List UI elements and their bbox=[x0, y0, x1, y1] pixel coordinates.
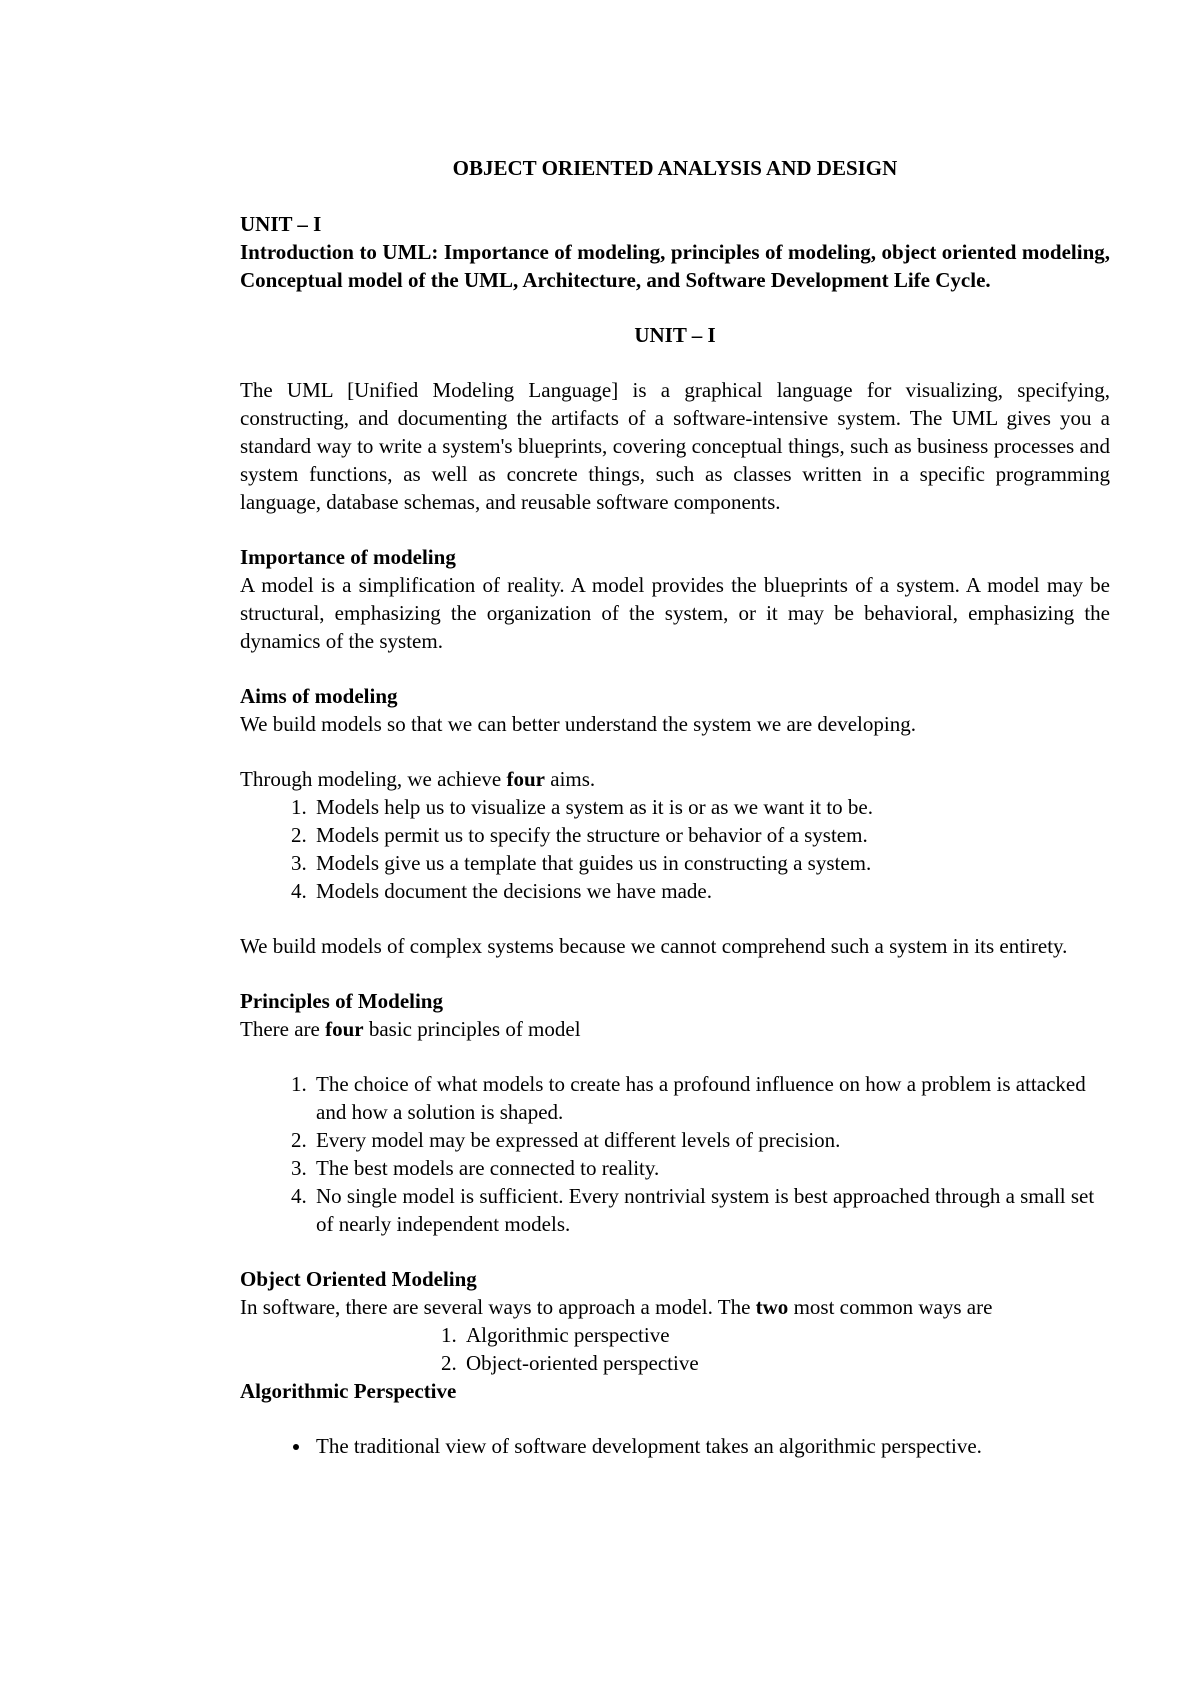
aims-lead-text: Through modeling, we achieve bbox=[240, 767, 507, 791]
oom-heading: Object Oriented Modeling bbox=[240, 1267, 477, 1291]
principles-lead-text: There are bbox=[240, 1017, 326, 1041]
spacer bbox=[240, 1043, 1110, 1070]
oom-lead-text: In software, there are several ways to approach a model. The bbox=[240, 1295, 756, 1319]
perspectives-list bbox=[240, 1321, 1110, 1377]
aims-lead-emphasis: four bbox=[506, 767, 545, 791]
oom-lead-emphasis: two bbox=[755, 1295, 789, 1319]
list-item: 3. Models give us a template that guides us in constructing a system. bbox=[312, 849, 1110, 877]
list-item: 1. The choice of what models to create has a profound influence on how a problem is attacked and how a solution is shaped. bbox=[312, 1070, 1110, 1126]
list-item: 4. No single model is sufficient. Every nontrivial system is best approached through a small set of nearly independent models. bbox=[312, 1182, 1110, 1238]
importance-heading: Importance of modeling bbox=[240, 545, 456, 569]
aims-closing: We build models of complex systems because we cannot comprehend such a system in its entirety. bbox=[240, 934, 1068, 958]
list-item: 2. Every model may be expressed at different levels of precision. bbox=[312, 1126, 1110, 1154]
spacer bbox=[240, 1405, 1110, 1432]
principles-lead-tail: basic principles of model bbox=[363, 1017, 581, 1041]
bullet-item: • The traditional view of software development takes an algorithmic perspective. bbox=[312, 1432, 1110, 1460]
unit-heading: UNIT – I bbox=[634, 323, 716, 347]
principles-lead-emphasis: four bbox=[325, 1017, 364, 1041]
oom-lead bbox=[240, 1293, 1110, 1321]
syllabus-summary: Introduction to UML: Importance of modeling, principles of modeling, object oriented modeling, Conceptual model of the UML, Architecture, and Software Development Life Cycle. bbox=[240, 240, 1110, 292]
document-title: OBJECT ORIENTED ANALYSIS AND DESIGN bbox=[452, 156, 898, 180]
algorithmic-heading: Algorithmic Perspective bbox=[240, 1379, 457, 1403]
list-item: 3. The best models are connected to reality. bbox=[312, 1154, 1110, 1182]
aims-lead bbox=[240, 765, 1110, 793]
algorithmic-bullets bbox=[240, 1432, 1110, 1460]
importance-paragraph: A model is a simplification of reality. A model provides the blueprints of a system. A model may be structural, emphasizing the organization of the system, or it may be behavioral, emphasizing the dynamics of the system. bbox=[240, 573, 1110, 653]
list-item: 1. Models help us to visualize a system as it is or as we want it to be. bbox=[312, 793, 1110, 821]
list-item: 4. Models document the decisions we have made. bbox=[312, 877, 1110, 905]
principles-lead bbox=[240, 1015, 1110, 1043]
aims-paragraph: We build models so that we can better understand the system we are developing. bbox=[240, 712, 916, 736]
list-item: 2. Models permit us to specify the structure or behavior of a system. bbox=[312, 821, 1110, 849]
list-item: 2. Object-oriented perspective bbox=[462, 1349, 1110, 1377]
spacer bbox=[240, 738, 1110, 765]
aims-lead-tail: aims. bbox=[545, 767, 596, 791]
principles-heading: Principles of Modeling bbox=[240, 989, 443, 1013]
principles-list bbox=[240, 1070, 1110, 1238]
page-content bbox=[240, 154, 1110, 1460]
unit-label: UNIT – I bbox=[240, 212, 322, 236]
list-item: 1. Algorithmic perspective bbox=[462, 1321, 1110, 1349]
aims-heading: Aims of modeling bbox=[240, 684, 398, 708]
intro-paragraph: The UML [Unified Modeling Language] is a graphical language for visualizing, specifying, constructing, and documenting the artifacts of a software-intensive system. The UML gives you a standard way to write a system's blueprints, covering conceptual things, such as business processes and system functions, as well as concrete things, such as classes written in a specific programming language, database schemas, and reusable software components. bbox=[240, 378, 1110, 514]
oom-lead-tail: most common ways are bbox=[788, 1295, 993, 1319]
aims-list bbox=[240, 793, 1110, 905]
